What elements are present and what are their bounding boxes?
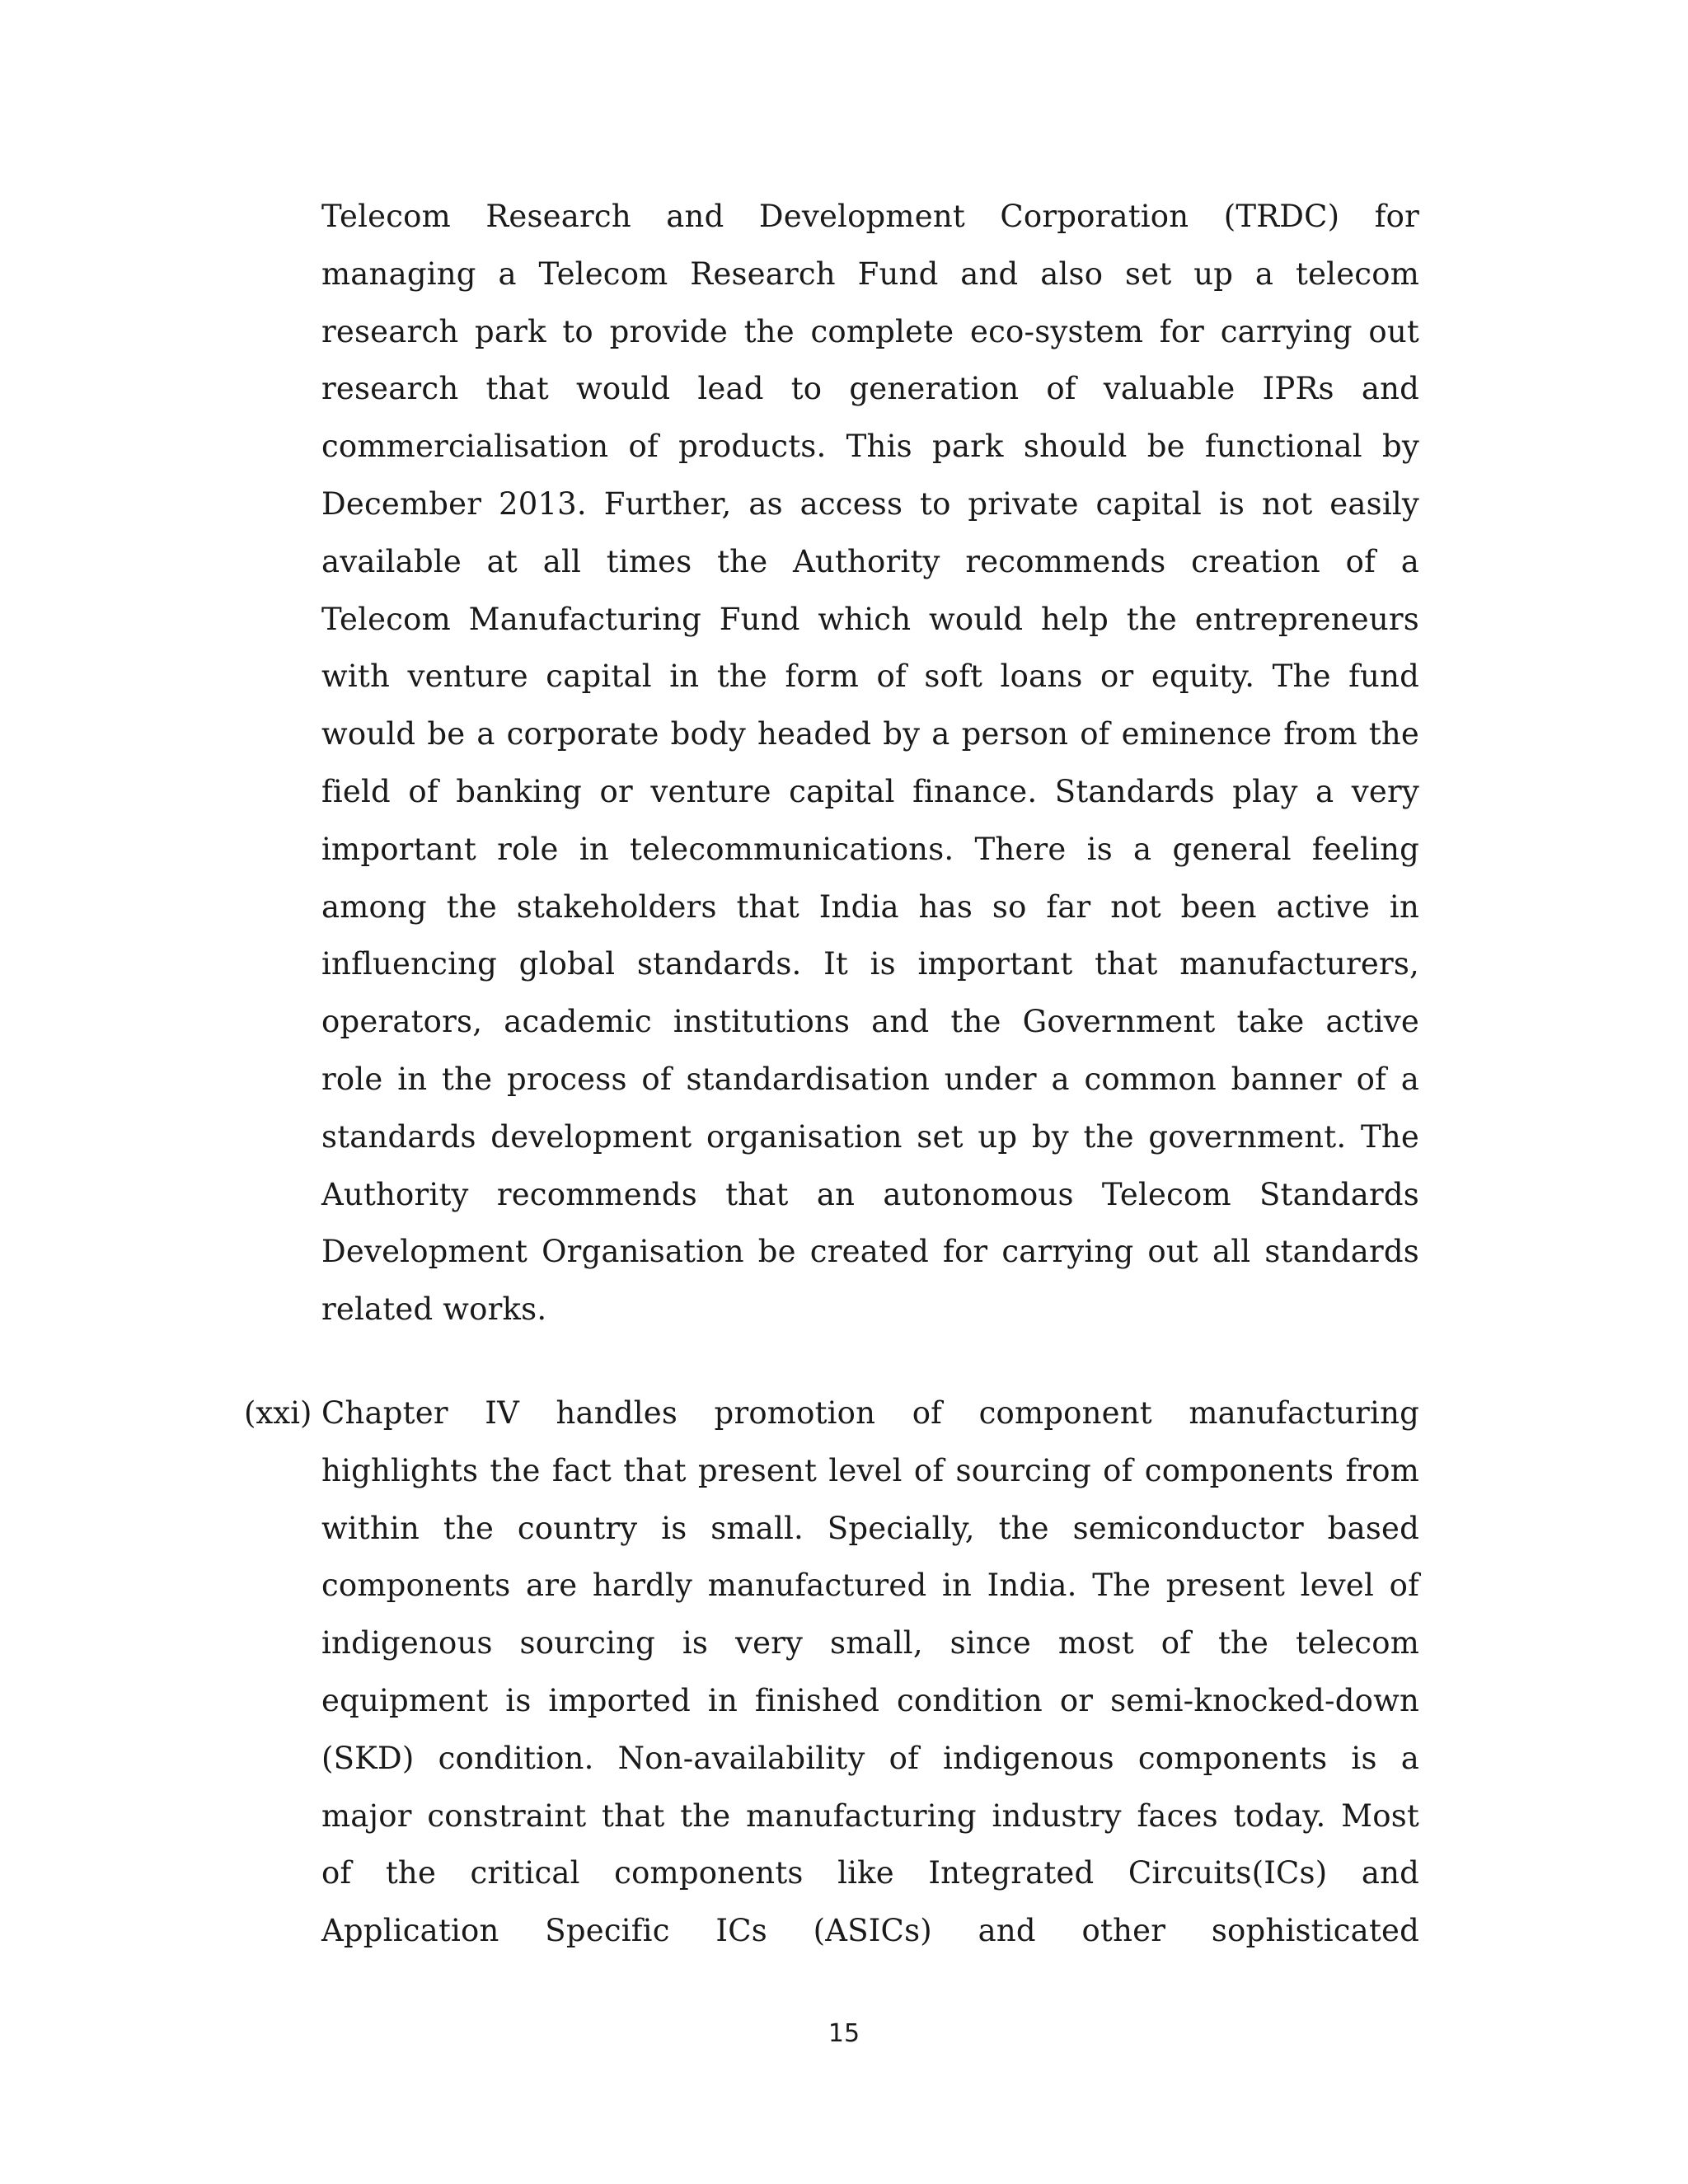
- text-line: influencing global standards. It is important that manufacturers,: [321, 946, 1419, 982]
- text-line: Application Specific ICs (ASICs) and other sophisticated: [321, 1913, 1419, 1949]
- text-line: December 2013. Further, as access to private capital is not easily: [321, 485, 1419, 522]
- text-line: equipment is imported in finished condition or semi-knocked-down: [321, 1682, 1419, 1718]
- text-line: with venture capital in the form of soft loans or equity. The fund: [321, 658, 1419, 695]
- text-line: among the stakeholders that India has so far not been active in: [321, 888, 1419, 925]
- text-line: Chapter IV handles promotion of component manufacturing: [321, 1395, 1419, 1431]
- page-number: 15: [828, 2019, 860, 2048]
- text-line: Telecom Research and Development Corporation (TRDC) for: [321, 199, 1419, 234]
- text-line: operators, academic institutions and the Government take active: [321, 1004, 1419, 1040]
- text-line: major constraint that the manufacturing industry faces today. Most: [321, 1797, 1419, 1834]
- text-line: managing a Telecom Research Fund and also set up a telecom: [321, 255, 1419, 292]
- text-line: (SKD) condition. Non-availability of indigenous components is a: [321, 1740, 1419, 1776]
- text-line: Development Organisation be created for carrying out all standards: [321, 1234, 1419, 1270]
- text-line: standards development organisation set up by the government. The: [321, 1118, 1419, 1155]
- text-line: components are hardly manufactured in India. The present level of: [321, 1568, 1419, 1604]
- text-line: indigenous sourcing is very small, since most of the telecom: [321, 1625, 1419, 1661]
- text-line: of the critical components like Integrated Circuits(ICs) and: [321, 1855, 1419, 1891]
- text-line: would be a corporate body headed by a person of eminence from the: [321, 716, 1419, 752]
- text-line: within the country is small. Specially, the semiconductor based: [321, 1510, 1419, 1546]
- list-item-label: (xxi): [244, 1395, 312, 1431]
- text-line: research that would lead to generation of valuable IPRs and: [321, 371, 1419, 407]
- text-line: Authority recommends that an autonomous Telecom Standards: [321, 1176, 1419, 1212]
- text-line: commercialisation of products. This park should be functional by: [321, 429, 1419, 465]
- text-line: highlights the fact that present level of sourcing of components from: [321, 1452, 1419, 1488]
- text-line: research park to provide the complete eco-system for carrying out: [321, 313, 1419, 349]
- text-line: important role in telecommunications. There is a general feeling: [321, 831, 1419, 867]
- text-line: Telecom Manufacturing Fund which would help the entrepreneurs: [321, 601, 1419, 637]
- text-line: related works.: [321, 1291, 547, 1328]
- text-line: role in the process of standardisation under a common banner of a: [321, 1061, 1419, 1097]
- paragraph-continuation: [321, 188, 1419, 1338]
- text-line: field of banking or venture capital finance. Standards play a very: [321, 773, 1419, 809]
- list-item-xxi: [321, 1385, 1419, 1960]
- text-line: available at all times the Authority recommends creation of a: [321, 543, 1419, 579]
